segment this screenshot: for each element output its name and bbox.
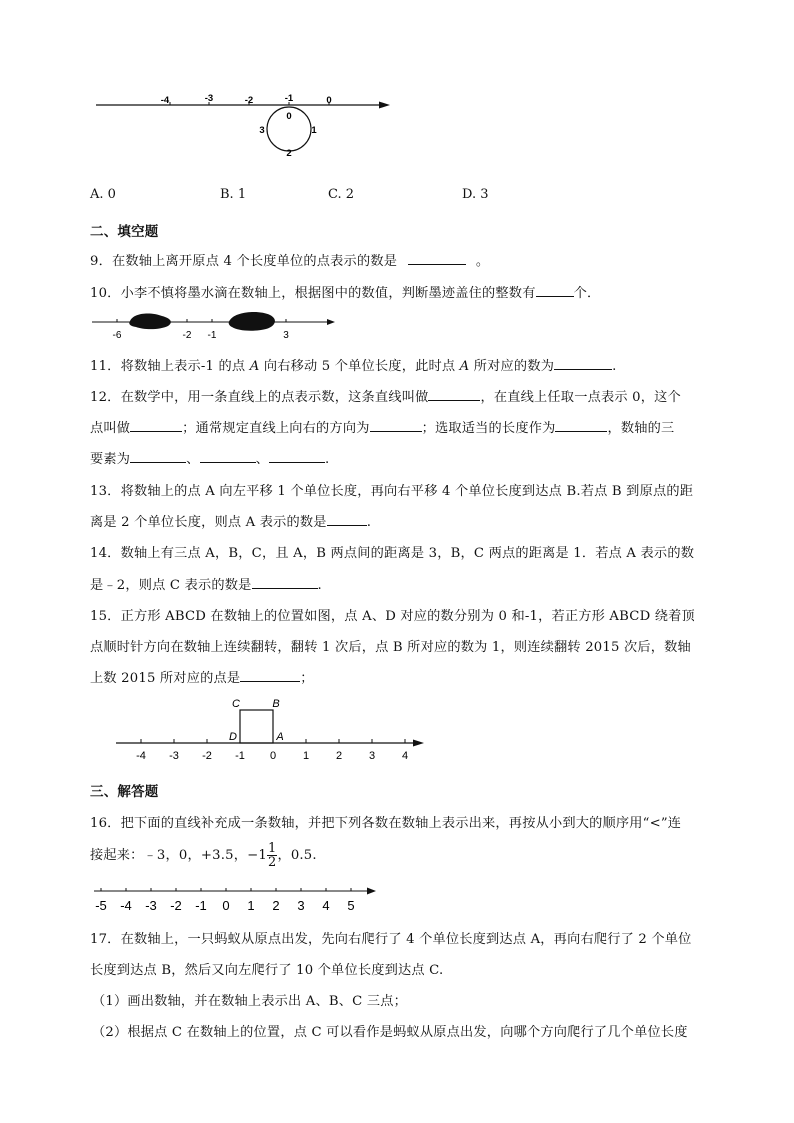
section-heading-solve: 三、解答题 <box>90 784 159 800</box>
q16-tick-label: 2 <box>272 898 280 913</box>
q12-text-3a: 要素为 <box>90 452 131 467</box>
question-12-line-2 <box>90 417 674 436</box>
q15-vertex-label: B <box>272 698 280 710</box>
q10-ink-blot-right <box>229 312 275 331</box>
question-17-line-2: 长度到达点 B，然后又向左爬行了 10 个单位长度到达点 C. <box>90 963 444 978</box>
q16-tick-label: 1 <box>247 898 255 913</box>
q16-mixed-number-whole: −1 <box>247 848 267 863</box>
q12-text-3c: 、 <box>255 452 269 467</box>
q16-fraction <box>267 842 277 869</box>
q15-tick-label: -2 <box>202 750 212 762</box>
q16-fraction-denominator: 2 <box>267 855 277 870</box>
q14-tail: . <box>317 578 322 593</box>
q8-axis-arrow <box>379 102 390 109</box>
q15-tick-label: 1 <box>302 750 310 762</box>
q12-text-2b: ；通常规定直线上向右的方向为 <box>182 421 370 436</box>
question-17-part-2: （2）根据点 C 在数轴上的位置，点 C 可以看作是蚂蚁从原点出发，向哪个方向爬行了几个单位长度 <box>92 1025 688 1040</box>
q12-text-2c: ；选取适当的长度作为 <box>421 421 556 436</box>
q14-answer-blank[interactable] <box>252 576 318 589</box>
question-14-line-2 <box>90 574 322 593</box>
q12-text-2d: ，数轴的三 <box>607 421 675 436</box>
q8-tick-label: 0 <box>326 95 332 106</box>
q8-option-b: B. 1 <box>220 187 247 202</box>
q12-blank-unit[interactable] <box>555 419 607 432</box>
question-16-line-2 <box>90 842 317 869</box>
question-13-line-2 <box>90 511 371 530</box>
q12-blank-line[interactable] <box>428 388 480 401</box>
q16-figure <box>92 880 382 914</box>
q11-answer-blank[interactable] <box>554 357 612 370</box>
q13-answer-blank[interactable] <box>327 513 367 526</box>
q10-tick-label: -6 <box>112 330 122 341</box>
q8-option-c: C. 2 <box>328 187 355 202</box>
question-12-line-1 <box>90 386 681 405</box>
q9-tail: 。 <box>475 254 490 269</box>
q16-tick-label: 5 <box>347 898 355 913</box>
q8-tick-label: -2 <box>244 95 254 106</box>
q15-tick-label: 0 <box>269 750 277 762</box>
q15-figure <box>110 694 430 766</box>
question-15-line-3 <box>90 667 314 686</box>
q16-tick-label: -3 <box>145 898 157 913</box>
q13-tail: . <box>366 515 372 530</box>
q16-tick-label: -4 <box>120 898 132 913</box>
q11-point-a-2: A <box>459 359 470 374</box>
q15-tick-label: -3 <box>169 750 179 762</box>
q16-tick-label: -1 <box>195 898 207 913</box>
question-17-part-1: （1）画出数轴，并在数轴上表示出 A、B、C 三点； <box>92 994 408 1009</box>
q10-answer-blank[interactable] <box>536 284 574 297</box>
q12-blank-element-2[interactable] <box>200 450 256 463</box>
q10-tick-label: 3 <box>283 330 289 341</box>
q12-text-3b: 、 <box>186 452 200 467</box>
q8-circle-label: 0 <box>286 111 292 122</box>
q16-tick-label: -5 <box>95 898 107 913</box>
question-17-line-1: 17．在数轴上，一只蚂蚁从原点出发，先向右爬行了 4 个单位长度到达点 A，再向右爬行了 2 个单位 <box>90 932 692 947</box>
q8-option-d: D. 3 <box>462 187 489 202</box>
q16-tick-label: 4 <box>322 898 330 913</box>
q12-text-1b: ，在直线上任取一点表示 0，这个 <box>480 390 681 405</box>
q16-tick-label: 0 <box>222 898 230 913</box>
q12-blank-element-3[interactable] <box>269 450 325 463</box>
q8-tick-label: -1 <box>284 93 294 104</box>
q8-tick-label: -4 <box>160 95 170 106</box>
q8-option-a: A. 0 <box>90 187 116 202</box>
q8-circle-label: 3 <box>259 125 265 136</box>
q15-tick-label: -4 <box>136 750 146 762</box>
q10-ink-blot-left <box>129 313 171 329</box>
section-heading-fill-in: 二、填空题 <box>90 224 159 240</box>
q8-circle-label: 1 <box>311 125 317 136</box>
q12-blank-element-1[interactable] <box>130 450 186 463</box>
question-14-line-1: 14．数轴上有三点 A，B，C，且 A，B 两点间的距离是 3，B，C 两点的距离是 1．若点 A 表示的数 <box>90 546 695 561</box>
q16-text-2b: ，0.5. <box>277 848 317 863</box>
q10-tick-label: -1 <box>207 330 217 341</box>
q10-axis-arrow <box>327 319 335 325</box>
q15-text-3: 上数 2015 所对应的点是 <box>90 671 241 686</box>
question-9 <box>90 250 489 269</box>
q16-tick-label: -2 <box>170 898 182 913</box>
question-15-line-1: 15．正方形 ABCD 在数轴上的位置如图，点 A、D 对应的数分别为 0 和-1，若正方形 ABCD 绕着顶 <box>90 609 695 624</box>
question-11 <box>90 355 617 374</box>
q10-text: 10．小李不慎将墨水滴在数轴上，根据图中的数值，判断墨迹盖住的整数有 <box>90 286 536 301</box>
q16-axis-arrow <box>367 888 376 895</box>
question-16-line-1: 16．把下面的直线补充成一条数轴，并把下列各数在数轴上表示出来，再按从小到大的顺序用“<”连 <box>90 816 682 831</box>
q15-tick-label: 3 <box>368 750 376 762</box>
q10-tail: 个． <box>573 286 601 301</box>
question-12-line-3 <box>90 448 329 467</box>
q12-blank-origin[interactable] <box>130 419 182 432</box>
q15-tick-label: -1 <box>235 750 245 762</box>
q15-axis-arrow <box>413 740 424 747</box>
q11-tail: . <box>612 359 617 374</box>
q15-vertex-label: A <box>276 731 284 743</box>
q8-figure <box>92 88 402 163</box>
question-15-line-2: 点顺时针方向在数轴上连续翻转，翻转 1 次后，点 B 所对应的数为 1，则连续翻转 2015 次后，数轴 <box>90 640 691 655</box>
q15-tick-label: 4 <box>401 750 409 762</box>
q16-text-2a: 接起来：﹣3，0，+3.5， <box>90 848 248 863</box>
q12-blank-positive[interactable] <box>370 419 422 432</box>
q11-text-a: 11．将数轴上表示-1 的点 <box>90 359 250 374</box>
q12-text-2a: 点叫做 <box>90 421 131 436</box>
q9-text: 9．在数轴上离开原点 4 个长度单位的点表示的数是 <box>90 254 398 269</box>
q15-vertex-label: D <box>229 731 237 743</box>
q13-text-2: 离是 2 个单位长度，则点 A 表示的数是 <box>90 515 327 530</box>
q15-vertex-label: C <box>232 698 240 710</box>
q8-circle-label: 2 <box>286 148 292 159</box>
q12-text-1a: 12．在数学中，用一条直线上的点表示数，这条直线叫做 <box>90 390 429 405</box>
q16-fraction-numerator: 1 <box>267 841 277 856</box>
q15-tail: ； <box>300 671 314 686</box>
q11-point-a: A <box>249 359 260 374</box>
q15-tick-label: 2 <box>335 750 343 762</box>
q14-text-2: 是﹣2，则点 C 表示的数是 <box>90 578 252 593</box>
q8-tick-label: -3 <box>204 93 214 104</box>
q15-answer-blank[interactable] <box>240 669 300 682</box>
q11-text-e: 所对应的数为 <box>469 359 555 374</box>
q10-tick-label: -2 <box>182 330 192 341</box>
q12-text-3d: . <box>324 452 330 467</box>
q11-text-c: 向右移动 5 个单位长度，此时点 <box>259 359 460 374</box>
q9-answer-blank[interactable] <box>408 252 466 265</box>
question-10 <box>90 282 600 301</box>
q15-square-abcd <box>240 710 273 743</box>
q16-tick-label: 3 <box>297 898 305 913</box>
question-13-line-1: 13．将数轴上的点 A 向左平移 1 个单位长度，再向右平移 4 个单位长度到达点 B.若点 B 到原点的距 <box>90 484 694 499</box>
q10-figure <box>90 310 340 342</box>
